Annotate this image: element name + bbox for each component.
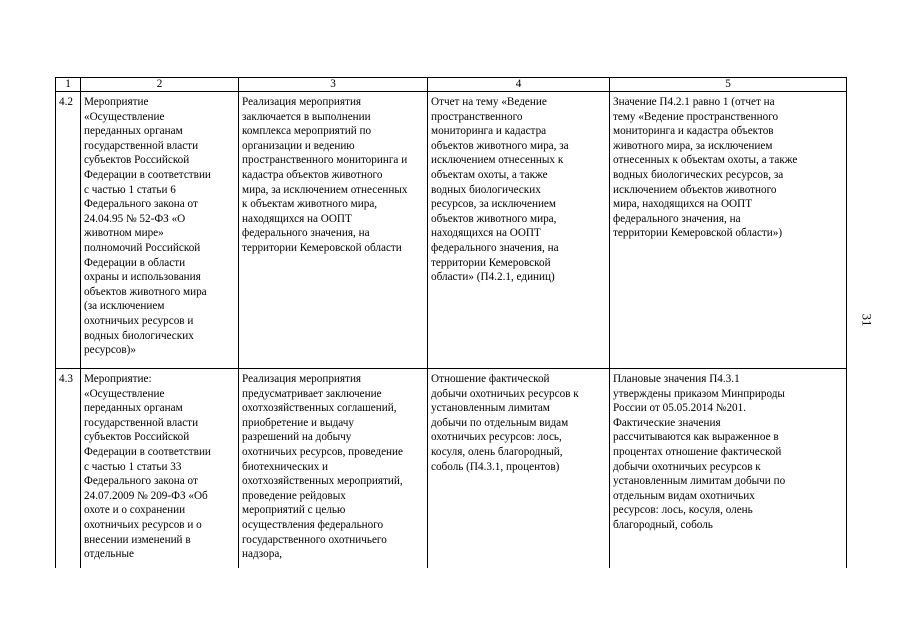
table-row	[56, 92, 847, 369]
measures-table	[55, 77, 847, 568]
measure-name-cell: Мероприятие «Осуществление переданных органам государственной власти субъектов Российской Федерации в соответствии с частью 1 статьи 6 Федерального закона от 24.04.95 № 52-ФЗ «О животном мире» полномочий Российской Федерации в области охраны и использования объектов животного мира (за исключением охотничьих ресурсов и водных биологических ресурсов)»	[81, 92, 239, 369]
implementation-cell: Реализация мероприятия заключается в выполнении комплекса мероприятий по организации и ведению пространственного мониторинга и кадастра объектов животного мира, за исключением отнесенных к объектам животного мира, находящихся на ООПТ федерального значения, на территории Кемеровской области	[239, 92, 428, 369]
header-cell-1: 1	[56, 78, 81, 92]
indicator-cell: Отчет на тему «Ведение пространственного мониторинга и кадастра объектов животного мира, за исключением отнесенных к объектам охоты, а также водных биологических ресурсов, за исключением объектов животного мира, находящихся на ООПТ федерального значения, на территории Кемеровской области» (П4.2.1, единиц)	[428, 92, 610, 369]
indicator-cell: Отношение фактической добычи охотничьих ресурсов к установленным лимитам добычи по отдельным видам охотничьих ресурсов: лось, косуля, олень благородный, соболь (П4.3.1, процентов)	[428, 369, 610, 569]
value-cell: Плановые значения П4.3.1 утверждены приказом Минприроды России от 05.05.2014 №201. Фактические значения рассчитываются как выраженное в процентах отношение фактической добычи охотничьих ресурсов к установленным лимитам добычи по отдельным видам охотничьих ресурсов: лось, косуля, олень благородный, соболь	[610, 369, 847, 569]
value-cell: Значение П4.2.1 равно 1 (отчет на тему «Ведение пространственного мониторинга и кадастра объектов животного мира, за исключением отнесенных к объектам охоты, а также водных биологических ресурсов, за исключением объектов животного мира, находящихся на ООПТ федерального значения, на территории Кемеровской области»)	[610, 92, 847, 369]
header-cell-5: 5	[610, 78, 847, 92]
header-cell-4: 4	[428, 78, 610, 92]
row-number: 4.2	[56, 92, 81, 369]
implementation-cell: Реализация мероприятия предусматривает заключение охотхозяйственных соглашений, приобретение и выдачу разрешений на добычу охотничьих ресурсов, проведение биотехнических и охотхозяйственных мероприятий, проведение рейдовых мероприятий с целью осуществления федерального государственного охотничьего надзора,	[239, 369, 428, 569]
table-header-row	[56, 78, 847, 92]
page-number: 31	[859, 313, 875, 327]
header-cell-3: 3	[239, 78, 428, 92]
row-number: 4.3	[56, 369, 81, 569]
header-cell-2: 2	[81, 78, 239, 92]
table-row	[56, 369, 847, 569]
measure-name-cell: Мероприятие: «Осуществление переданных органам государственной власти субъектов Российской Федерации в соответствии с частью 1 статьи 33 Федерального закона от 24.07.2009 № 209-ФЗ «Об охоте и о сохранении охотничьих ресурсов и о внесении изменений в отдельные	[81, 369, 239, 569]
